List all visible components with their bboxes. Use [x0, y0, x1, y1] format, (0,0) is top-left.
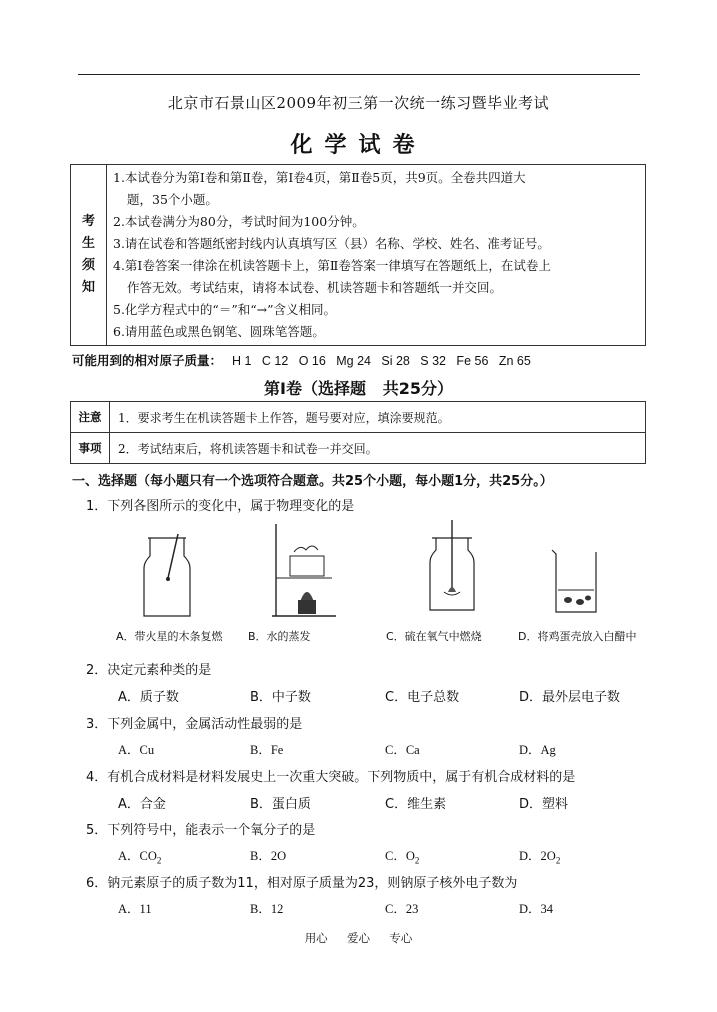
- option: C．Ca: [385, 743, 420, 757]
- header-rule: [78, 74, 640, 75]
- notice-item-cont: 作答无效。考试结束，请将本试卷、机读答题卡和答题纸一并交回。: [127, 280, 503, 295]
- question-stem: 6．钠元素原子的质子数为11，相对原子质量为23，则钠原子核外电子数为: [86, 876, 518, 891]
- figure-caption: A．带火星的木条复燃: [116, 630, 223, 643]
- notice-item-cont: 题，35个小题。: [127, 192, 218, 207]
- option: B．Fe: [250, 743, 284, 757]
- question-stem: 3．下列金属中，金属活动性最弱的是: [86, 717, 303, 732]
- attention-box: [70, 401, 646, 464]
- attention-line: 2．考试结束后，将机读答题卡和试卷一并交回。: [110, 433, 646, 464]
- question-stem: 2．决定元素种类的是: [86, 663, 212, 678]
- notice-item: 3.请在试卷和答题纸密封线内认真填写区（县）名称、学校、姓名、准考证号。: [113, 236, 550, 251]
- option: D．最外层电子数: [519, 690, 621, 705]
- option: D．34: [519, 902, 554, 916]
- option: A．Cu: [118, 743, 155, 757]
- figure-evaporation-setup: [270, 522, 340, 622]
- atomic-masses: [72, 351, 531, 369]
- atomic-masses-values: H 1 C 12 O 16 Mg 24 Si 28 S 32 Fe 56 Zn 65: [232, 354, 531, 368]
- notice-side-char: 考: [81, 214, 95, 229]
- option: B．中子数: [250, 690, 311, 705]
- attention-label-bottom: 事项: [71, 433, 110, 464]
- attention-label-top: 注意: [71, 402, 110, 433]
- option: C．$O_2$: [385, 849, 420, 866]
- option: B．2O: [250, 849, 287, 863]
- question-stem: 1．下列各图所示的变化中，属于物理变化的是: [86, 499, 355, 514]
- question-stem: 5．下列符号中，能表示一个氧分子的是: [86, 823, 316, 838]
- notice-side-char: 须: [81, 258, 95, 273]
- figure-sulfur-bottle: [422, 520, 482, 620]
- option: C．23: [385, 902, 419, 916]
- atomic-masses-label: 可能用到的相对原子质量：: [72, 353, 223, 368]
- notice-items: [107, 165, 646, 346]
- paper-title: 化学试卷: [290, 132, 427, 158]
- question-stem: 4．有机合成材料是材料发展史上一次重大突破。下列物质中，属于有机合成材料的是: [86, 770, 576, 785]
- option: A．合金: [118, 797, 166, 812]
- notice-item: 2.本试卷满分为80分，考试时间为100分钟。: [113, 214, 365, 229]
- figure-caption: B．水的蒸发: [248, 630, 311, 643]
- notice-item: 5.化学方程式中的“＝”和“→”含义相同。: [113, 302, 336, 317]
- notice-side-char: 生: [81, 236, 95, 251]
- figure-caption: C．硫在氧气中燃烧: [386, 630, 482, 643]
- option: C．电子总数: [385, 690, 460, 705]
- option: D．$2O_2$: [519, 849, 561, 866]
- option: D．塑料: [519, 797, 569, 812]
- candidate-notice-box: [70, 164, 646, 346]
- option: A．11: [118, 902, 152, 916]
- figure-eggshell-beaker: [550, 548, 602, 618]
- notice-side-label: [71, 165, 107, 346]
- notice-item: 4.第Ⅰ卷答案一律涂在机读答题卡上，第Ⅱ卷答案一律填写在答题纸上，在试卷上: [113, 258, 551, 273]
- part1-title: 第Ⅰ卷（选择题 共25分）: [264, 379, 453, 398]
- figure-splint-bottle: [138, 532, 198, 622]
- option: A．$CO_2$: [118, 849, 162, 866]
- figure-caption: D．将鸡蛋壳放入白醋中: [518, 630, 637, 643]
- notice-side-char: 知: [81, 280, 95, 295]
- exam-title: 北京市石景山区2009年初三第一次统一练习暨毕业考试: [167, 94, 550, 112]
- option: A．质子数: [118, 690, 179, 705]
- option: B．蛋白质: [250, 797, 311, 812]
- option: B．12: [250, 902, 284, 916]
- attention-line: 1．要求考生在机读答题卡上作答，题号要对应，填涂要规范。: [110, 402, 646, 433]
- option: C．维生素: [385, 797, 447, 812]
- option: D．Ag: [519, 743, 556, 757]
- section-heading: 一、选择题（每小题只有一个选项符合题意。共25个小题，每小题1分，共25分。）: [72, 474, 553, 489]
- notice-item: 6.请用蓝色或黑色钢笔、圆珠笔答题。: [113, 324, 325, 339]
- page-footer: 用心 爱心 专心: [304, 931, 413, 945]
- notice-item: 1.本试卷分为第Ⅰ卷和第Ⅱ卷，第Ⅰ卷4页，第Ⅱ卷5页，共9页。全卷共四道大: [113, 170, 526, 185]
